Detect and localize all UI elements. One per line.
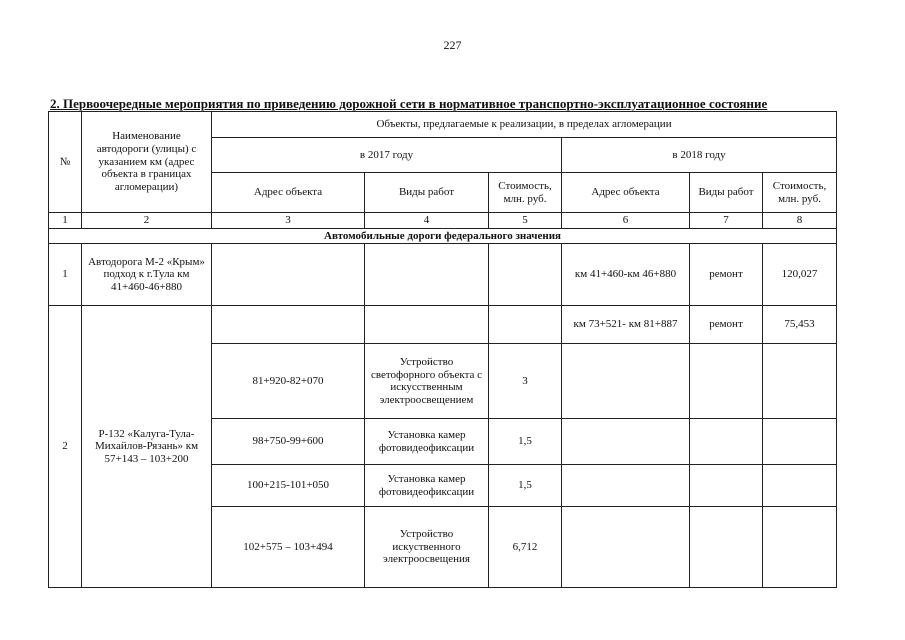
works-2017-cell: Устройство светофорного объекта с искусственным электроосвещением — [365, 344, 489, 419]
cost-2017-cell: 1,5 — [489, 419, 562, 465]
cost-2017-cell — [489, 306, 562, 344]
cost-2018-cell: 120,027 — [763, 244, 837, 306]
cost-2018-cell — [763, 419, 837, 465]
address-2018-cell — [562, 465, 690, 507]
works-2018-cell — [690, 344, 763, 419]
works-2018-cell — [690, 465, 763, 507]
column-number: 5 — [489, 213, 562, 229]
works-2017-cell — [365, 244, 489, 306]
cost-2018-cell — [763, 465, 837, 507]
header-no: № — [49, 112, 82, 213]
cost-2018-cell — [763, 344, 837, 419]
table-row — [49, 244, 837, 306]
table-row — [49, 306, 837, 344]
header-year-2018: в 2018 году — [562, 138, 837, 173]
section-row — [49, 228, 837, 244]
address-2017-cell: 81+920-82+070 — [212, 344, 365, 419]
column-number: 4 — [365, 213, 489, 229]
page-number: 227 — [443, 38, 462, 52]
measures-table — [48, 111, 837, 588]
header-year-2017: в 2017 году — [212, 138, 562, 173]
works-2017-cell: Установка камер фотовидеофиксации — [365, 419, 489, 465]
header-works-2017: Виды работ — [365, 173, 489, 213]
section-title: Автомобильные дороги федерального значения — [49, 228, 837, 244]
column-number: 3 — [212, 213, 365, 229]
address-2018-cell: км 41+460-км 46+880 — [562, 244, 690, 306]
header-works-2018: Виды работ — [690, 173, 763, 213]
cost-2017-cell: 3 — [489, 344, 562, 419]
header-objects: Объекты, предлагаемые к реализации, в пределах агломерации — [212, 112, 837, 138]
address-2017-cell — [212, 306, 365, 344]
address-2017-cell: 102+575 – 103+494 — [212, 507, 365, 588]
road-name-cell: Автодорога М-2 «Крым» подход к г.Тула км 41+460-46+880 — [82, 244, 212, 306]
works-2018-cell: ремонт — [690, 244, 763, 306]
column-number: 6 — [562, 213, 690, 229]
header-cost-2017: Стоимость, млн. руб. — [489, 173, 562, 213]
address-2018-cell: км 73+521- км 81+887 — [562, 306, 690, 344]
address-2018-cell — [562, 507, 690, 588]
column-number: 7 — [690, 213, 763, 229]
cost-2018-cell: 75,453 — [763, 306, 837, 344]
column-number: 1 — [49, 213, 82, 229]
address-2017-cell — [212, 244, 365, 306]
road-name-cell: Р-132 «Калуга-Тула-Михайлов-Рязань» км 57+143 – 103+200 — [82, 306, 212, 588]
works-2018-cell: ремонт — [690, 306, 763, 344]
cost-2017-cell: 6,712 — [489, 507, 562, 588]
works-2018-cell — [690, 507, 763, 588]
works-2017-cell: Установка камер фотовидеофиксации — [365, 465, 489, 507]
works-2018-cell — [690, 419, 763, 465]
address-2017-cell: 98+750-99+600 — [212, 419, 365, 465]
column-number: 2 — [82, 213, 212, 229]
row-number: 2 — [49, 306, 82, 588]
works-2017-cell: Устройство искуственного электроосвещения — [365, 507, 489, 588]
header-road-name: Наименование автодороги (улицы) с указанием км (адрес объекта в границах агломерации) — [82, 112, 212, 213]
header-row-1 — [49, 112, 837, 138]
section-heading: 2. Первоочередные мероприятия по приведению дорожной сети в нормативное транспортно-эксплуатационное состояние — [50, 96, 768, 111]
column-number: 8 — [763, 213, 837, 229]
cost-2017-cell — [489, 244, 562, 306]
header-address-2018: Адрес объекта — [562, 173, 690, 213]
address-2017-cell: 100+215-101+050 — [212, 465, 365, 507]
cost-2017-cell: 1,5 — [489, 465, 562, 507]
header-address-2017: Адрес объекта — [212, 173, 365, 213]
cost-2018-cell — [763, 507, 837, 588]
header-cost-2018: Стоимость, млн. руб. — [763, 173, 837, 213]
row-number: 1 — [49, 244, 82, 306]
works-2017-cell — [365, 306, 489, 344]
address-2018-cell — [562, 419, 690, 465]
address-2018-cell — [562, 344, 690, 419]
column-numbers-row — [49, 213, 837, 229]
